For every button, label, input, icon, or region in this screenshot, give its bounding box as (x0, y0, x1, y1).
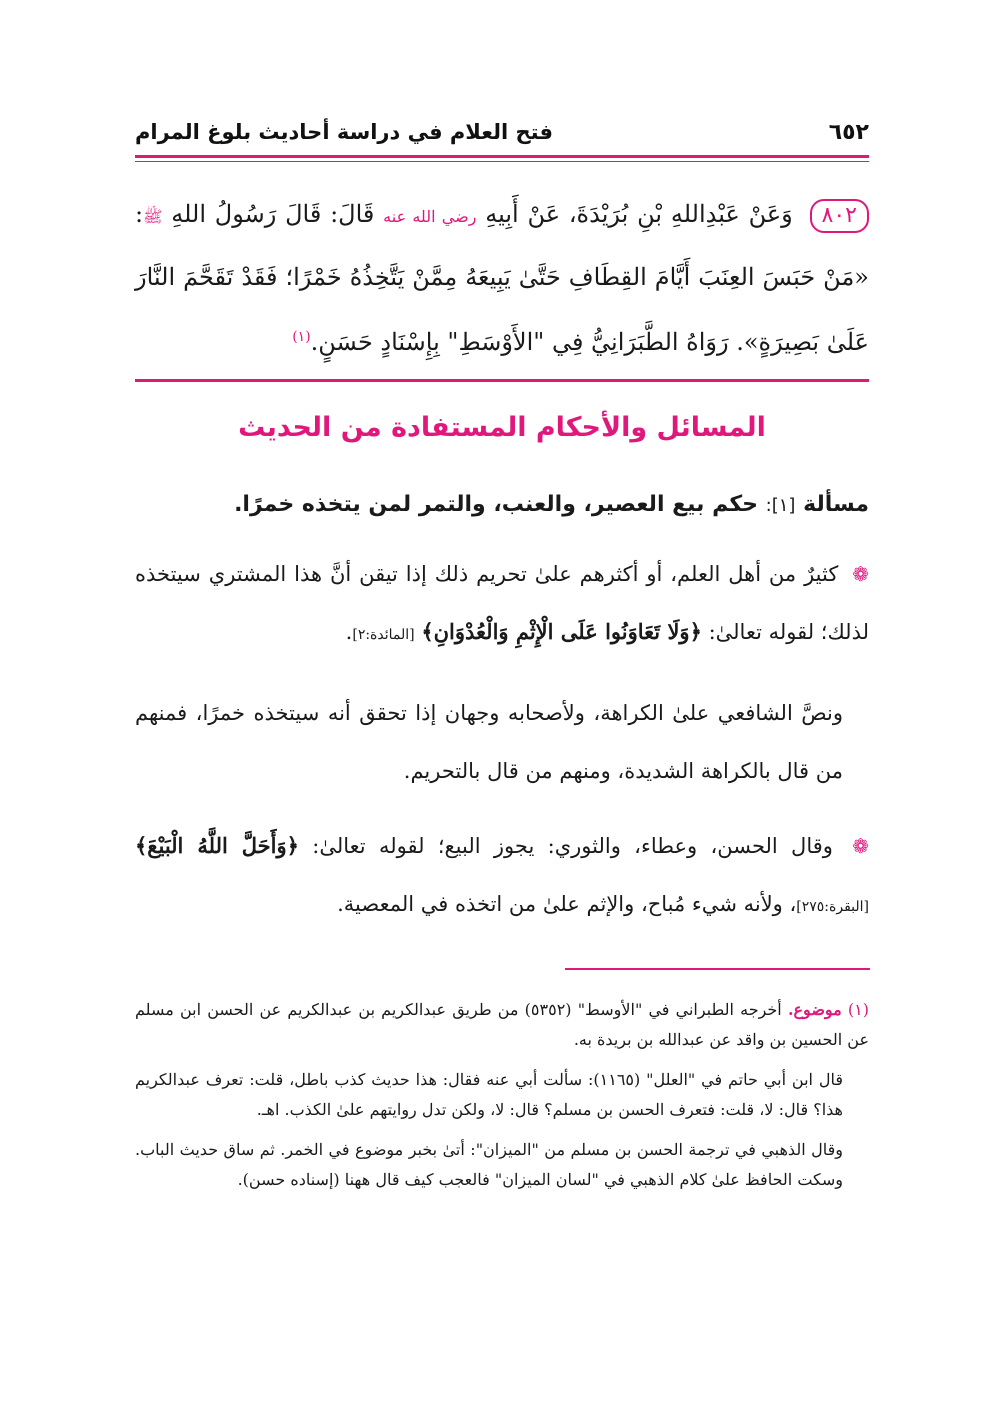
footnote-text: أخرجه الطبراني في "الأوسط" (٥٣٥٢) من طريق عبدالكريم بن عبدالكريم عن الحسن ابن مسلم عن الحسين بن واقد عن عبدالله بن بريدة به. (135, 1000, 869, 1049)
salawat-mark: ﷺ (143, 207, 163, 226)
honorific-mark: رضي الله عنه (383, 207, 477, 226)
quran-reference: [البقرة:٢٧٥] (796, 899, 869, 915)
paragraph-1: ❁ كثيرٌ من أهل العلم، أو أكثرهم علىٰ تحريم ذلك إذا تيقن أنَّ هذا المشتري سيتخذه لذلك؛ لقوله تعالىٰ: ﴿وَلَا تَعَاوَنُوا عَلَى الْإِثْمِ وَالْعُدْوَانِ﴾ [المائدة:٢]. (135, 562, 869, 644)
section-title: المسائل والأحكام المستفادة من الحديث (238, 412, 766, 443)
hadith-number-badge: ٨٠٢ (810, 199, 869, 233)
page-header (135, 118, 869, 154)
footnote-rule (565, 968, 870, 970)
page-number: ٦٥٢ (828, 120, 869, 145)
paragraph-3 (135, 817, 869, 936)
footnote-number: (١) (847, 1000, 870, 1019)
book-title: فتح العلام في دراسة أحاديث بلوغ المرام (135, 120, 553, 144)
hadith-rule (135, 379, 869, 382)
header-rule-thin (135, 161, 869, 162)
footnotes (135, 995, 869, 1205)
footnote-1-para-2: قال ابن أبي حاتم في "العلل" (١١٦٥): سألت أبي عنه فقال: هذا حديث كذب باطل، قلت: تعرف عبدالكريم هذا؟ قال: لا، قلت: فتعرف الحسن بن مسلم؟ قال: لا، ولكن تدل روايتهم علىٰ الكذب. اهـ. (135, 1070, 843, 1119)
quran-verse: ﴿وَلَا تَعَاوَنُوا عَلَى الْإِثْمِ وَالْعُدْوَانِ﴾ (421, 619, 702, 644)
paragraph-1-text: كثيرٌ من أهل العلم، أو أكثرهم علىٰ تحريم ذلك إذا تيقن أنَّ هذا المشتري سيتخذه لذلك؛ لقوله تعالىٰ: (135, 562, 869, 644)
footnote-1-para-3: وقال الذهبي في ترجمة الحسن بن مسلم من "الميزان": أتىٰ بخبر موضوع في الخمر. ثم ساق حديث الباب. وسكت الحافظ علىٰ كلام الذهبي في "لسان الميزان" فالعجب كيف قال ههنا (إسناده حسن). (135, 1140, 843, 1189)
flower-bullet-icon: ❁ (852, 834, 870, 858)
paragraph-3-rest: ، ولأنه شيء مُباح، والإثم علىٰ من اتخذه في المعصية. (337, 892, 797, 916)
flower-bullet-icon: ❁ (852, 562, 869, 586)
footnote-1 (135, 995, 869, 1055)
hadith-said: قَالَ: قَالَ رَسُولُ اللهِ (171, 200, 375, 228)
hadith-text: : «مَنْ حَبَسَ العِنَبَ أَيَّامَ القِطَافِ حَتَّىٰ يَبِيعَهُ مِمَّنْ يَتَّخِذُهُ خَمْرًا؛ فَقَدْ تَقَحَّمَ النَّارَ عَلَىٰ بَصِيرَةٍ». رَوَاهُ الطَّبَرَانِيُّ فِي "الأَوْسَطِ" بِإِسْنَادٍ حَسَنٍ. (135, 200, 869, 356)
question-text: حكم بيع العصير، والعنب، والتمر لمن يتخذه خمرًا. (234, 492, 758, 517)
paragraph-2 (135, 684, 869, 800)
header-rule (135, 155, 869, 158)
hadith-narration: وَعَنْ عَبْدِاللهِ بْنِ بُرَيْدَةَ، عَنْ أَبِيهِ (485, 200, 793, 228)
footnote-ref[interactable]: (١) (292, 329, 311, 345)
hadith-block (135, 184, 869, 372)
question-heading (135, 492, 869, 517)
paragraph-3-text: وقال الحسن، وعطاء، والثوري: يجوز البيع؛ لقوله تعالىٰ: (312, 834, 833, 858)
question-label: مسألة (803, 492, 869, 517)
question-number: [١]: (765, 495, 796, 516)
paragraph-2-text: ونصَّ الشافعي علىٰ الكراهة، ولأصحابه وجهان إذا تحقق أنه سيتخذه خمرًا، فمنهم من قال بالكراهة الشديدة، ومنهم من قال بالتحريم. (135, 701, 843, 783)
quran-reference: [المائدة:٢] (352, 627, 415, 643)
footnote-status: موضوع. (787, 1000, 842, 1019)
quran-verse: ﴿وَأَحَلَّ اللَّهُ الْبَيْعَ﴾ (135, 833, 299, 858)
